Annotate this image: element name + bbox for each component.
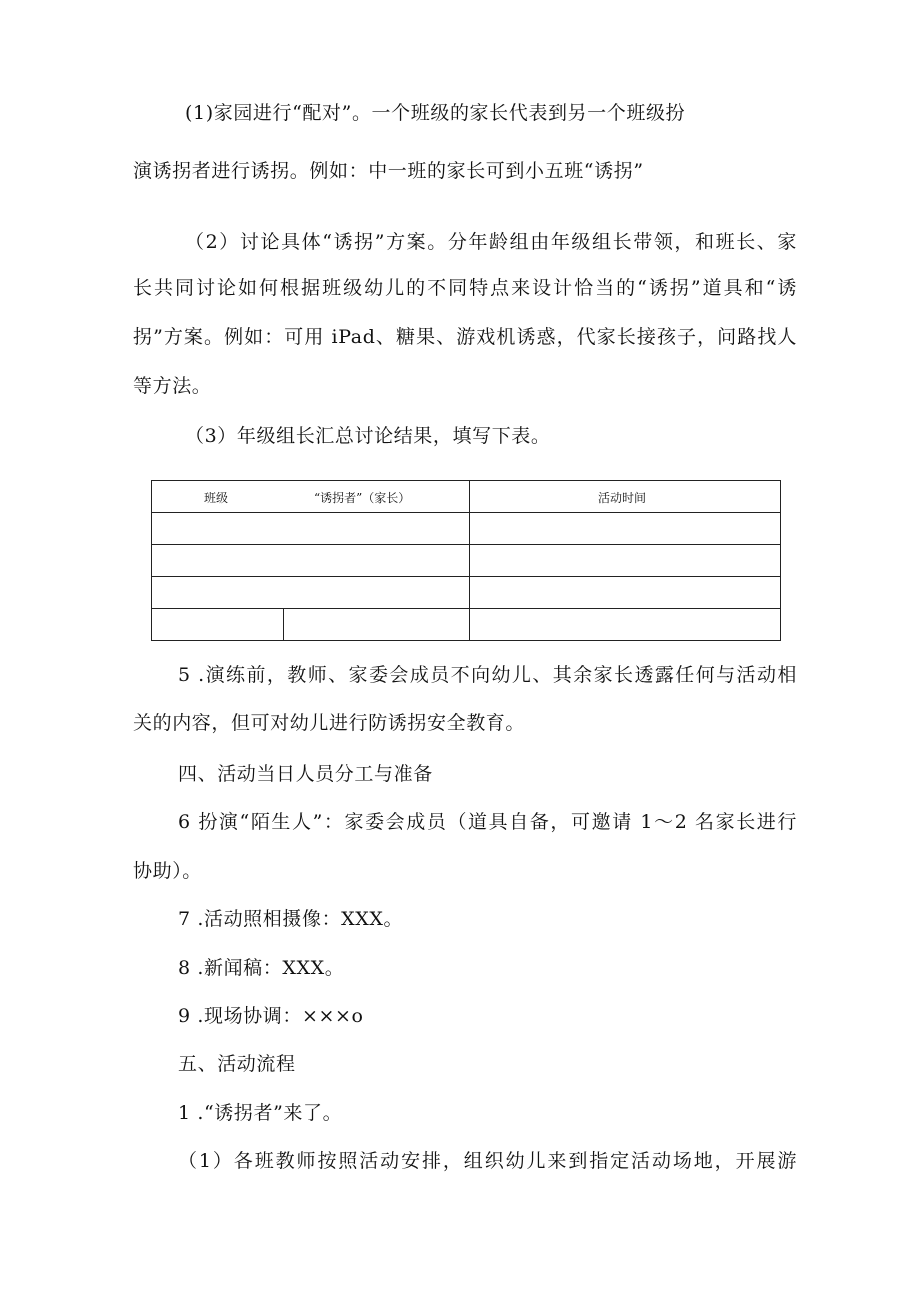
table-row xyxy=(152,577,781,609)
table-header-row xyxy=(152,481,781,513)
paragraph-6-line-2: 协助）。 xyxy=(133,860,202,882)
section-5-heading: 五、活动流程 xyxy=(178,1053,296,1075)
paragraph-3: （3）年级组长汇总讨论结果，填写下表。 xyxy=(185,425,551,447)
paragraph-8: 8 .新闻稿：XXX。 xyxy=(178,957,345,979)
col-time-header: 活动时间 xyxy=(598,491,647,505)
paragraph-2-line-2: 长共同讨论如何根据班级幼儿的不同特点来设计恰当的“诱拐”道具和“诱 xyxy=(133,277,797,299)
paragraph-10: 1 .“诱拐者”来了。 xyxy=(178,1102,343,1124)
table-cell[interactable] xyxy=(152,513,470,545)
table-header-cell-right xyxy=(470,481,781,513)
table-cell[interactable] xyxy=(152,609,284,641)
table-cell[interactable] xyxy=(470,513,781,545)
table-cell[interactable] xyxy=(470,545,781,577)
paragraph-9: 9 .现场协调：×××o xyxy=(178,1005,364,1027)
table-cell[interactable] xyxy=(152,577,470,609)
paragraph-5-line-1: 5 .演练前，教师、家委会成员不向幼儿、其余家长透露任何与活动相 xyxy=(178,664,797,686)
paragraph-2-line-4: 等方法。 xyxy=(133,375,212,397)
table-cell[interactable] xyxy=(284,609,470,641)
paragraph-7: 7 .活动照相摄像：XXX。 xyxy=(178,908,404,930)
table-row xyxy=(152,513,781,545)
paragraph-1-line-2: 演诱拐者进行诱拐。例如：中一班的家长可到小五班“诱拐” xyxy=(133,160,644,182)
table-cell[interactable] xyxy=(152,545,470,577)
paragraph-5-line-2: 关的内容，但可对幼儿进行防诱拐安全教育。 xyxy=(133,712,526,734)
section-4-heading: 四、活动当日人员分工与准备 xyxy=(178,763,433,785)
table-cell[interactable] xyxy=(470,609,781,641)
paragraph-6-line-1: 6 扮演“陌生人”：家委会成员（道具自备，可邀请 1～2 名家长进行 xyxy=(178,811,797,833)
paragraph-1-line-1: (1)家园进行“配对”。一个班级的家长代表到另一个班级扮 xyxy=(185,102,686,124)
table-row xyxy=(152,609,781,641)
summary-table xyxy=(151,480,781,641)
paragraph-11: （1）各班教师按照活动安排，组织幼儿来到指定活动场地，开展游 xyxy=(178,1150,797,1172)
table-cell[interactable] xyxy=(470,577,781,609)
paragraph-2-line-3: 拐”方案。例如：可用 iPad、糖果、游戏机诱惑，代家长接孩子，问路找人 xyxy=(133,326,797,348)
table-row xyxy=(152,545,781,577)
col-class-header: 班级 xyxy=(204,491,229,505)
col-abductor-header: “诱拐者”（家长） xyxy=(314,491,411,505)
paragraph-2-line-1: （2）讨论具体“诱拐”方案。分年龄组由年级组长带领，和班长、家 xyxy=(185,231,797,253)
table-header-cell-left xyxy=(152,481,470,513)
